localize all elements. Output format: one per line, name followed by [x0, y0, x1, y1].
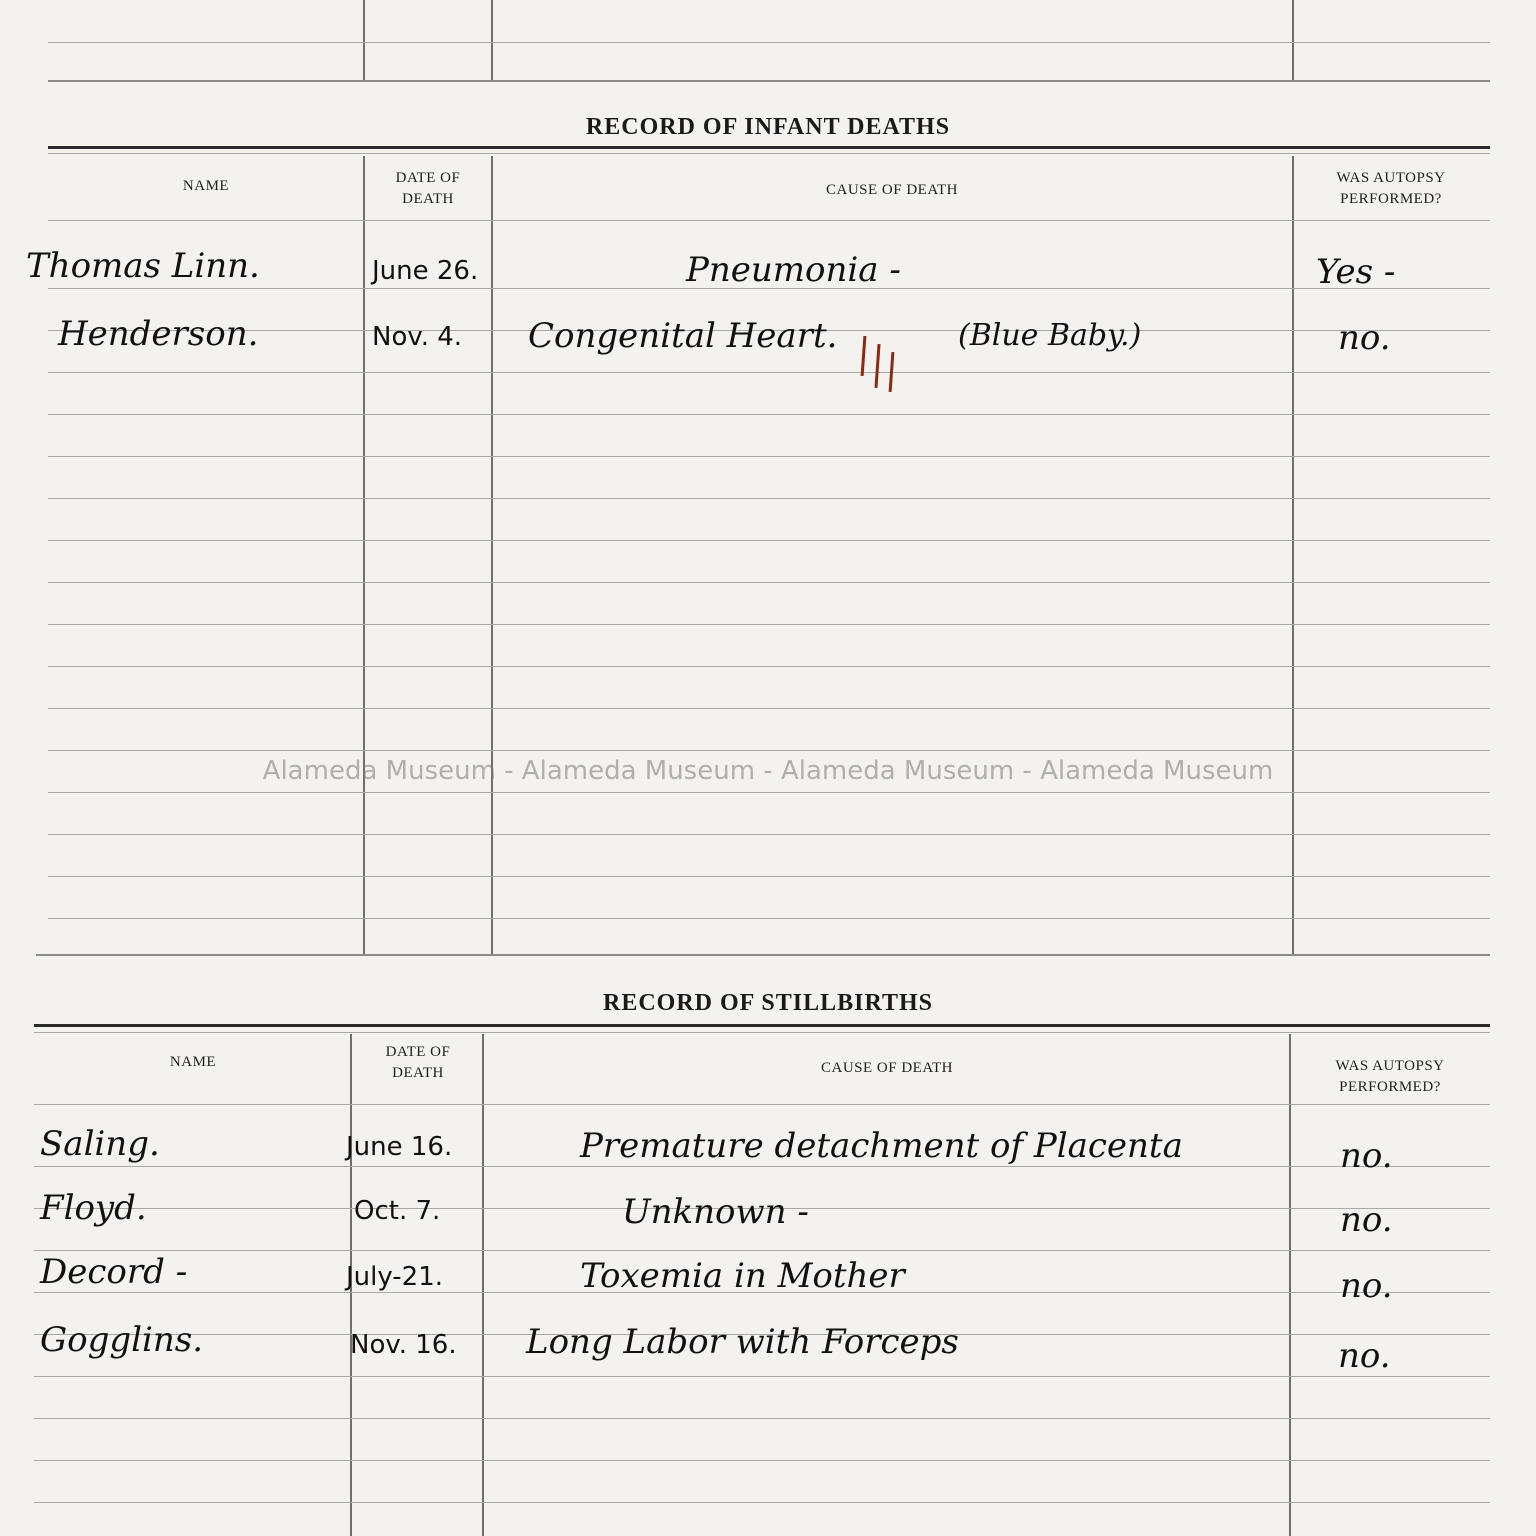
infant-name: Henderson.: [58, 314, 259, 354]
stillbirths-title: RECORD OF STILLBIRTHS: [602, 990, 933, 1016]
infant-date: Nov. 4.: [372, 322, 463, 352]
section-rule: [48, 146, 1490, 149]
stillbirth-name-header: NAME: [169, 1054, 217, 1070]
stillbirth-autopsy: no.: [1340, 1200, 1393, 1240]
infant-date-header: DATE OF DEATH: [395, 170, 461, 207]
infant-name-header: NAME: [182, 178, 230, 194]
stillbirth-autopsy: no.: [1340, 1136, 1393, 1176]
red-pencil-mark: [874, 344, 880, 388]
stillbirth-cause: Unknown -: [622, 1192, 809, 1232]
infant-deaths-title: RECORD OF INFANT DEATHS: [585, 114, 951, 140]
stillbirth-date: June 16.: [346, 1132, 453, 1162]
section-rule: [34, 1024, 1490, 1027]
stillbirth-name: Gogglins.: [40, 1320, 204, 1360]
stillbirth-cause: Long Labor with Forceps: [526, 1322, 959, 1362]
stillbirth-name: Saling.: [40, 1124, 160, 1164]
column-divider: [1292, 0, 1294, 82]
column-divider: [1292, 156, 1294, 956]
section-rule: [48, 153, 1490, 154]
stillbirth-cause: Toxemia in Mother: [580, 1256, 905, 1296]
infant-cause-note: (Blue Baby.): [958, 318, 1142, 353]
column-divider: [363, 0, 365, 82]
stillbirth-autopsy: no.: [1338, 1336, 1391, 1376]
stillbirth-date: July-21.: [346, 1262, 444, 1292]
stillbirth-date: Oct. 7.: [354, 1196, 441, 1226]
section-rule: [34, 1032, 1490, 1033]
infant-autopsy-header: WAS AUTOPSY PERFORMED?: [1336, 170, 1446, 207]
stillbirth-autopsy: no.: [1340, 1266, 1393, 1306]
section-bottom-rule: [36, 954, 1490, 956]
column-divider: [363, 156, 365, 956]
stillbirth-date-header: DATE OF DEATH: [385, 1044, 451, 1081]
infant-cause-header: CAUSE OF DEATH: [825, 182, 958, 198]
red-pencil-mark: [861, 336, 867, 376]
infant-name: Thomas Linn.: [26, 246, 260, 286]
infant-autopsy: no.: [1338, 318, 1391, 358]
stillbirth-name: Floyd.: [40, 1188, 147, 1228]
column-divider: [491, 156, 493, 956]
stillbirth-autopsy-header: WAS AUTOPSY PERFORMED?: [1335, 1058, 1445, 1095]
column-divider: [491, 0, 493, 82]
infant-cause: Congenital Heart.: [528, 316, 838, 356]
infant-autopsy: Yes -: [1316, 252, 1396, 292]
watermark: Alameda Museum - Alameda Museum - Alameda Museum - Alameda Museum: [262, 756, 1274, 786]
infant-date: June 26.: [372, 256, 479, 286]
infant-cause: Pneumonia -: [686, 250, 901, 290]
stillbirth-cause-header: CAUSE OF DEATH: [820, 1060, 953, 1076]
stillbirth-date: Nov. 16.: [350, 1330, 457, 1360]
stillbirth-cause: Premature detachment of Placenta: [580, 1126, 1183, 1166]
ruled-line: [48, 42, 1490, 43]
stillbirth-name: Decord -: [40, 1252, 188, 1292]
ruled-line: [48, 80, 1490, 82]
